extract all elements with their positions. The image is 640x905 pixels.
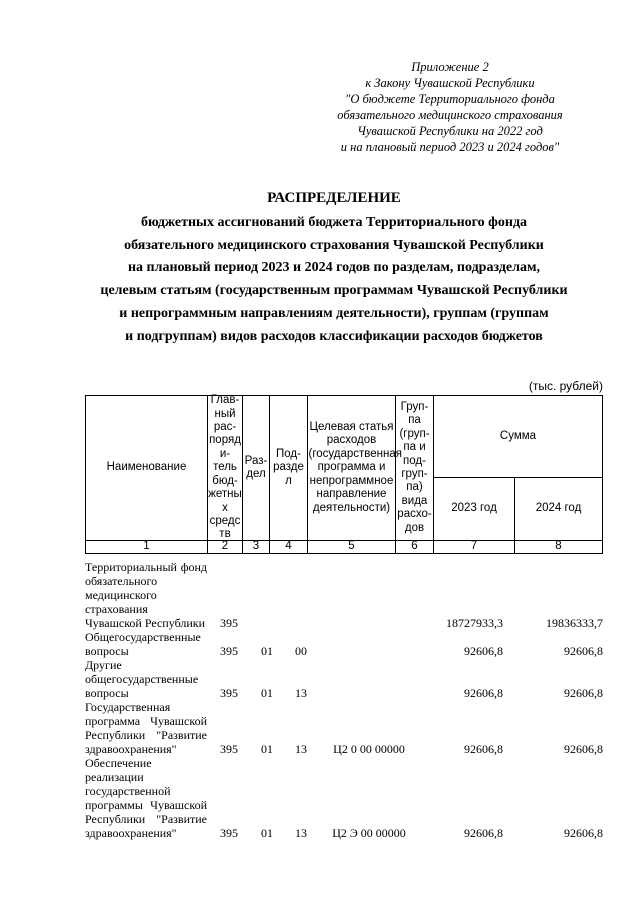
header-razd-text: Раз-дел	[244, 454, 268, 480]
row-sum-2024: 92606,8	[564, 686, 603, 700]
title-line: на плановый период 2023 и 2024 годов по разделам, подразделам,	[127, 260, 541, 276]
row-name: Обеспечение реализации государственной программы Чувашской Республики "Развитие здравоохранения"	[85, 756, 207, 840]
row-glav: 395	[220, 616, 238, 630]
header-sum: Сумма	[433, 395, 603, 477]
table-row	[85, 560, 603, 630]
units-note: (тыс. рублей)	[528, 379, 603, 393]
row-sum-2024: 92606,8	[564, 826, 603, 840]
row-glav: 395	[220, 644, 238, 658]
row-name: Другие общегосударственные вопросы	[85, 658, 199, 700]
appendix-note	[300, 59, 600, 155]
title-line: и подгруппам) видов расходов классификации расходов бюджетов	[125, 328, 543, 344]
header-vr-text: Груп-па (груп-па и под-груп-па) вида расхо-дов	[397, 400, 432, 534]
row-name: Территориальный фонд обязательного медицинского страхования Чувашской Республики	[85, 560, 207, 630]
row-glav: 395	[220, 742, 238, 756]
appendix-line: "О бюджете Территориального фонда	[345, 92, 555, 106]
col-number: 4	[269, 540, 307, 554]
title-line: целевым статьям (государственным программам Чувашской Республики	[100, 283, 568, 299]
col-number: 1	[85, 540, 207, 554]
header-razd	[242, 395, 269, 540]
appendix-line: и на плановый период 2023 и 2024 годов"	[340, 140, 560, 154]
title-line: бюджетных ассигнований бюджета Территориального фонда	[140, 215, 528, 230]
row-podr: 13	[295, 826, 307, 840]
title-line: и непрограммным направлениям деятельности), группам (группам	[119, 305, 549, 321]
row-sum-2024: 92606,8	[564, 644, 603, 658]
table-body	[85, 560, 603, 840]
row-podr: 13	[295, 742, 307, 756]
row-razd: 01	[261, 686, 273, 700]
header-podr-text: Под-раздел	[273, 447, 304, 487]
row-glav: 395	[220, 826, 238, 840]
table-row	[85, 756, 603, 840]
table-header	[85, 395, 603, 553]
col-number: 8	[514, 540, 603, 554]
header-2024: 2024 год	[514, 477, 603, 540]
header-vr	[395, 395, 433, 540]
table-row	[85, 630, 603, 658]
header-podr	[269, 395, 307, 540]
appendix-line: к Закону Чувашской Республики	[365, 76, 535, 90]
title-line: обязательного медицинского страхования Чувашской Республики	[124, 237, 544, 253]
row-glav: 395	[220, 686, 238, 700]
row-cst: Ц2 Э 00 00000	[332, 826, 406, 840]
row-podr: 00	[295, 644, 307, 658]
table-row	[85, 658, 603, 700]
header-glav	[207, 395, 242, 540]
header-2023: 2023 год	[433, 477, 514, 540]
row-razd: 01	[261, 644, 273, 658]
row-sum-2024: 92606,8	[564, 742, 603, 756]
row-sum-2023: 18727933,3	[446, 616, 503, 630]
col-number: 3	[242, 540, 269, 554]
row-podr: 13	[295, 686, 307, 700]
appendix-line: Чувашской Республики на 2022 год	[357, 124, 543, 138]
row-name: Общегосударственные вопросы	[85, 630, 201, 658]
document-title	[60, 188, 608, 348]
row-sum-2023: 92606,8	[464, 826, 503, 840]
col-number: 5	[307, 540, 395, 554]
row-sum-2023: 92606,8	[464, 644, 503, 658]
col-number: 2	[207, 540, 242, 554]
table-row	[85, 700, 603, 756]
row-razd: 01	[261, 742, 273, 756]
appendix-line: Приложение 2	[411, 60, 489, 74]
header-name: Наименование	[85, 395, 207, 540]
header-cst	[307, 395, 403, 540]
row-sum-2023: 92606,8	[464, 742, 503, 756]
row-sum-2024: 19836333,7	[546, 616, 603, 630]
title-main: РАСПРЕДЕЛЕНИЕ	[267, 190, 401, 206]
header-glav-text: Глав-ный рас-поряди-тель бюд-жетных средств	[208, 394, 242, 541]
row-cst: Ц2 0 00 00000	[333, 742, 405, 756]
col-number: 6	[395, 540, 433, 554]
row-sum-2023: 92606,8	[464, 686, 503, 700]
col-number: 7	[433, 540, 514, 554]
appendix-line: обязательного медицинского страхования	[337, 108, 563, 122]
row-name: Государственная программа Чувашской Республики "Развитие здравоохранения"	[85, 700, 207, 756]
row-razd: 01	[261, 826, 273, 840]
header-cst-text: Целевая статья расходов (государственная программа и непрограммное направление деятельности)	[308, 421, 403, 514]
